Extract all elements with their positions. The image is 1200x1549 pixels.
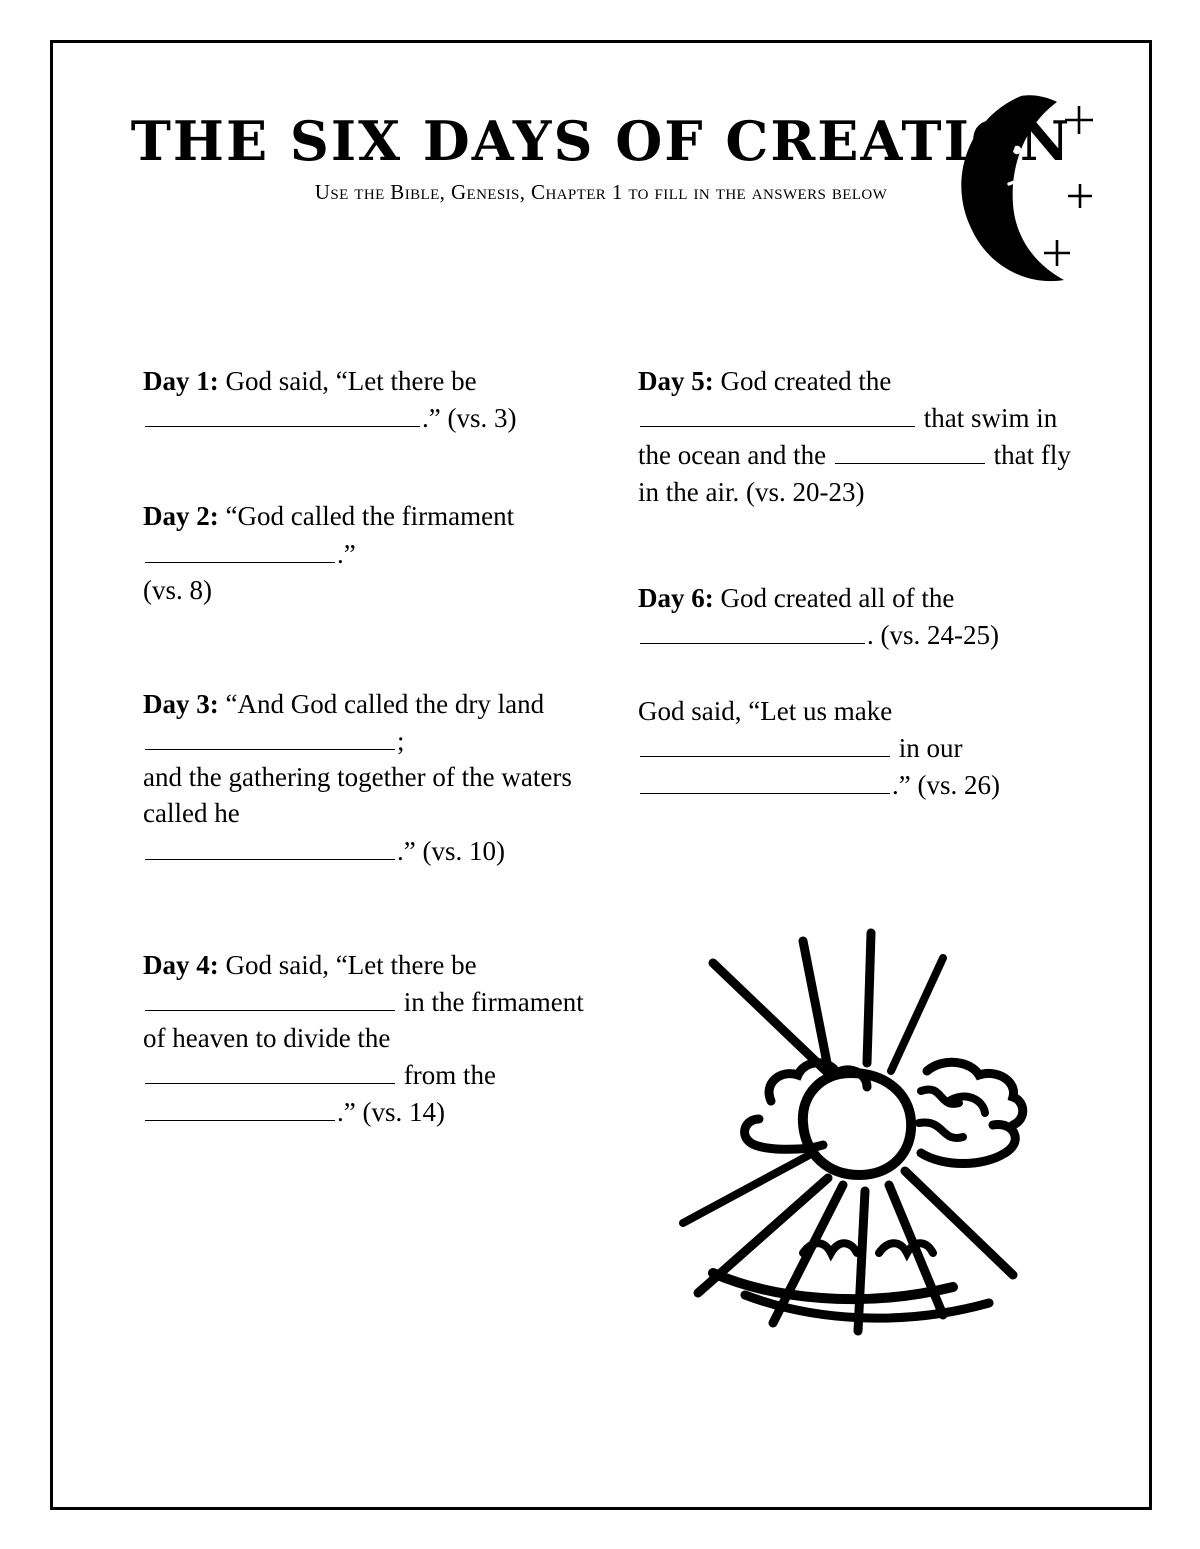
day-3-text-1: “And God called the dry land (225, 688, 545, 719)
day-6b-blank-2[interactable] (640, 766, 890, 794)
day-4-text-2: in the firmament of heaven to divide the (143, 986, 584, 1054)
day-3-label: Day 3: (143, 688, 219, 719)
day-5-label: Day 5: (638, 366, 714, 396)
question-day-6 (638, 580, 1093, 653)
day-3-blank-1[interactable] (145, 722, 395, 750)
day-4-label: Day 4: (143, 949, 219, 980)
day-6-label: Day 6: (638, 582, 714, 613)
day-1-text-2: .” (vs. 3) (422, 403, 517, 434)
day-4-blank-1[interactable] (145, 983, 395, 1011)
day-2-blank-1[interactable] (145, 535, 335, 563)
day-3-blank-2[interactable] (145, 832, 395, 860)
day-2-text-2: .” (337, 538, 356, 569)
day-1-blank-1[interactable] (145, 399, 420, 427)
worksheet-page (50, 40, 1152, 1510)
sun-with-clouds-icon (653, 923, 1073, 1343)
page-header (53, 109, 1149, 205)
day-2-text-3: (vs. 8) (143, 574, 212, 605)
day-2-text-1: “God called the firmament (225, 501, 515, 532)
day-4-blank-3[interactable] (145, 1093, 335, 1121)
day-3-text-2: ; (397, 726, 405, 757)
day-6b-text-2: in our (898, 733, 963, 764)
day-1-text-1: God said, “Let there be (225, 366, 477, 396)
day-5-blank-2[interactable] (835, 436, 985, 464)
day-6b-text-1: God said, “Let us make (638, 696, 893, 727)
left-column (143, 363, 598, 1177)
day-2-label: Day 2: (143, 501, 219, 532)
day-4-blank-2[interactable] (145, 1056, 395, 1084)
day-3-text-4: .” (vs. 10) (397, 835, 505, 866)
day-3-text-3: and the gathering together of the waters called he (143, 762, 572, 829)
question-day-4 (143, 947, 598, 1131)
day-6b-text-3: .” (vs. 26) (892, 770, 1000, 801)
right-column (638, 363, 1093, 850)
day-6-text-1: God created all of the (720, 582, 955, 613)
day-5-text-3: that fly in the air. (vs. 20-23) (638, 440, 1071, 507)
question-day-2 (143, 498, 598, 608)
page-title: THE SIX DAYS OF CREATION (130, 109, 1072, 173)
question-day-1 (143, 363, 598, 436)
question-day-6b (638, 693, 1093, 804)
day-5-blank-1[interactable] (640, 399, 915, 427)
day-4-text-3: from the (403, 1060, 496, 1091)
day-1-label: Day 1: (143, 366, 219, 396)
day-5-text-1: God created the (720, 366, 892, 396)
day-5-text-2: that swim in the ocean and the (638, 403, 1058, 471)
day-4-text-1: God said, “Let there be (225, 949, 477, 980)
day-4-text-4: .” (vs. 14) (337, 1097, 445, 1128)
question-day-3 (143, 686, 598, 869)
page-subtitle: Use the Bible, Genesis, Chapter 1 to fill in the answers below (314, 179, 888, 204)
day-6-text-2: . (vs. 24-25) (867, 619, 999, 650)
question-day-5 (638, 363, 1093, 510)
day-6-blank-1[interactable] (640, 616, 865, 644)
day-6b-blank-1[interactable] (640, 729, 890, 757)
